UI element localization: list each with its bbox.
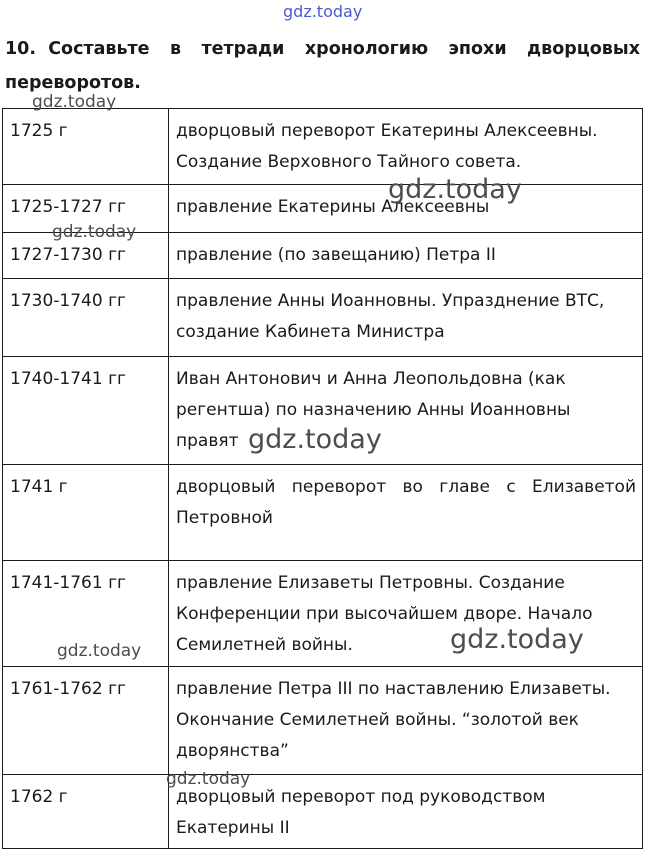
- date-cell: 1740-1741 гг: [3, 357, 169, 465]
- event-cell: правление (по завещанию) Петра II: [169, 233, 643, 279]
- event-cell: правление Анны Иоанновны. Упразднение ВТС, создание Кабинета Министра: [169, 279, 643, 357]
- task-word: тетради: [201, 39, 285, 59]
- watermark: gdz.today: [52, 222, 137, 242]
- event-cell: Иван Антонович и Анна Леопольдовна (как регентша) по назначению Анны Иоанновны правят: [169, 357, 643, 465]
- date-cell: 1741 г: [3, 465, 169, 561]
- watermark-top: gdz.today: [283, 2, 363, 21]
- chronology-table: [2, 108, 643, 849]
- date-cell: 1761-1762 гг: [3, 667, 169, 775]
- date-cell: 1730-1740 гг: [3, 279, 169, 357]
- date-cell: 1741-1761 гг: [3, 561, 169, 667]
- task-word: хронологию: [304, 39, 429, 59]
- watermark: gdz.today: [166, 769, 251, 789]
- task-number-and-word: 10. Составьте: [5, 39, 150, 59]
- task-line-1: [5, 32, 640, 66]
- date-cell: 1762 г: [3, 775, 169, 849]
- table-row: [3, 667, 643, 775]
- watermark: gdz.today: [32, 92, 117, 112]
- event-cell: правление Елизаветы Петровны. Создание Конференции при высочайшем дворе. Начало Семилетней войны.: [169, 561, 643, 667]
- table-row: [3, 465, 643, 561]
- watermark: gdz.today: [248, 424, 382, 455]
- task-word: дворцовых: [527, 39, 640, 59]
- event-cell: правление Екатерины Алексеевны: [169, 185, 643, 233]
- table-row: [3, 279, 643, 357]
- watermark: gdz.today: [388, 174, 522, 205]
- table-row: [3, 109, 643, 185]
- task-word: в: [170, 39, 182, 59]
- task-line-2: переворотов.: [5, 73, 141, 93]
- date-cell: 1727-1730 гг: [3, 233, 169, 279]
- watermark: gdz.today: [57, 641, 142, 661]
- date-cell: 1725 г: [3, 109, 169, 185]
- table-row: [3, 775, 643, 849]
- date-cell: 1725-1727 гг: [3, 185, 169, 233]
- task-word: эпохи: [448, 39, 507, 59]
- event-cell: дворцовый переворот Екатерины Алексеевны. Создание Верховного Тайного совета.: [169, 109, 643, 185]
- event-cell: дворцовый переворот под руководством Екатерины II: [169, 775, 643, 849]
- watermark: gdz.today: [450, 624, 584, 655]
- event-cell: правление Петра III по наставлению Елизаветы. Окончание Семилетней войны. “золотой век дворянства”: [169, 667, 643, 775]
- task-heading: [5, 32, 640, 100]
- event-cell: дворцовый переворот во главе с Елизаветой Петровной: [169, 465, 643, 561]
